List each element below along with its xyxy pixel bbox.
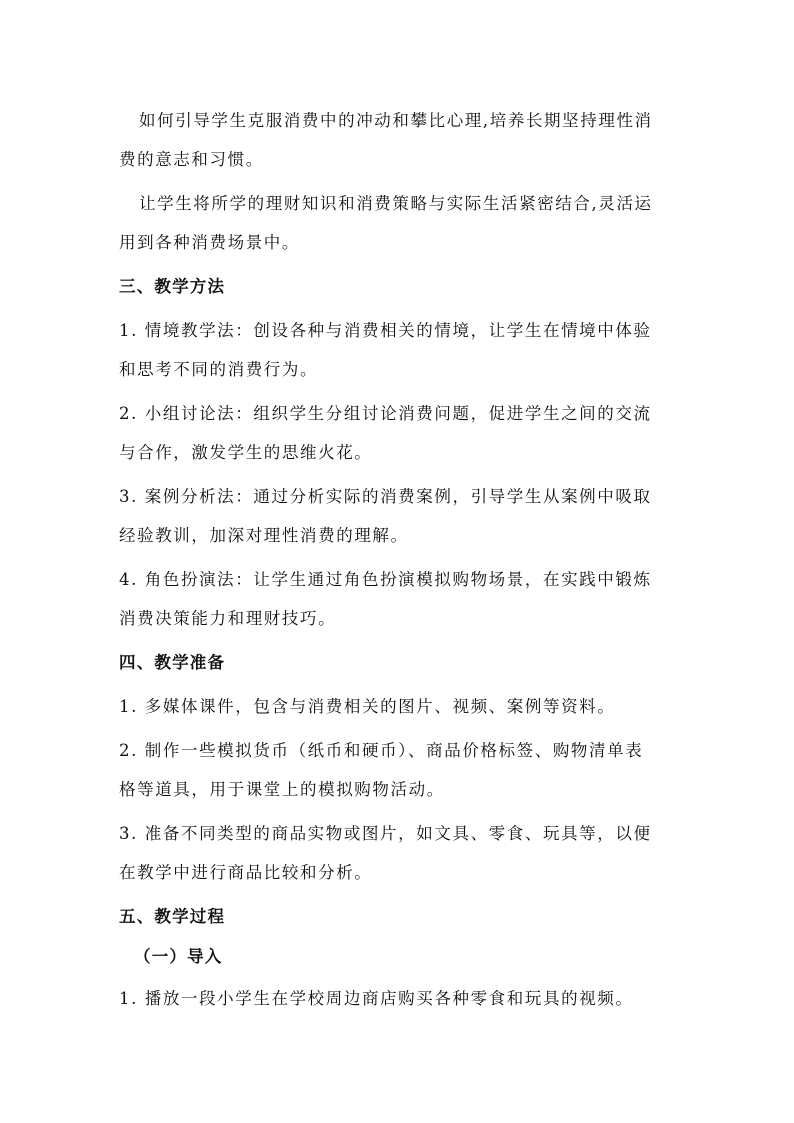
subsection-heading-intro: （一）导入 bbox=[134, 947, 223, 966]
list-item-continued: 经验教训，加深对理性消费的理解。 bbox=[119, 526, 409, 545]
list-item-continued: 消费决策能力和理财技巧。 bbox=[119, 609, 337, 628]
list-item: 2. 制作一些模拟货币（纸币和硬币）、商品价格标签、购物清单表 bbox=[119, 741, 644, 760]
section-heading-methods: 三、教学方法 bbox=[119, 277, 226, 296]
list-item: 1. 多媒体课件，包含与消费相关的图片、视频、案例等资料。 bbox=[119, 697, 616, 716]
paragraph-line: 用到各种消费场景中。 bbox=[119, 233, 300, 252]
section-heading-process: 五、教学过程 bbox=[119, 907, 226, 926]
paragraph-line: 让学生将所学的理财知识和消费策略与实际生活紧密结合,灵活运 bbox=[139, 194, 653, 213]
list-item: 4. 角色扮演法：让学生通过角色扮演模拟购物场景，在实践中锻炼 bbox=[119, 570, 652, 589]
list-item-continued: 格等道具，用于课堂上的模拟购物活动。 bbox=[119, 780, 445, 799]
list-item: 3. 案例分析法：通过分析实际的消费案例，引导学生从案例中吸取 bbox=[119, 487, 652, 506]
list-item-continued: 和思考不同的消费行为。 bbox=[119, 360, 319, 379]
paragraph-line: 如何引导学生克服消费中的冲动和攀比心理,培养长期坚持理性消 bbox=[139, 111, 653, 130]
list-item: 1. 播放一段小学生在学校周边商店购买各种零食和玩具的视频。 bbox=[119, 989, 634, 1008]
section-heading-preparation: 四、教学准备 bbox=[119, 653, 226, 672]
list-item: 2. 小组讨论法：组织学生分组讨论消费问题，促进学生之间的交流 bbox=[119, 404, 652, 423]
paragraph-line: 费的意志和习惯。 bbox=[119, 150, 264, 169]
list-item: 1. 情境教学法：创设各种与消费相关的情境，让学生在情境中体验 bbox=[119, 321, 652, 340]
list-item: 3. 准备不同类型的商品实物或图片，如文具、零食、玩具等，以便 bbox=[119, 824, 652, 843]
list-item-continued: 在教学中进行商品比较和分析。 bbox=[119, 863, 373, 882]
list-item-continued: 与合作，激发学生的思维火花。 bbox=[119, 443, 373, 462]
